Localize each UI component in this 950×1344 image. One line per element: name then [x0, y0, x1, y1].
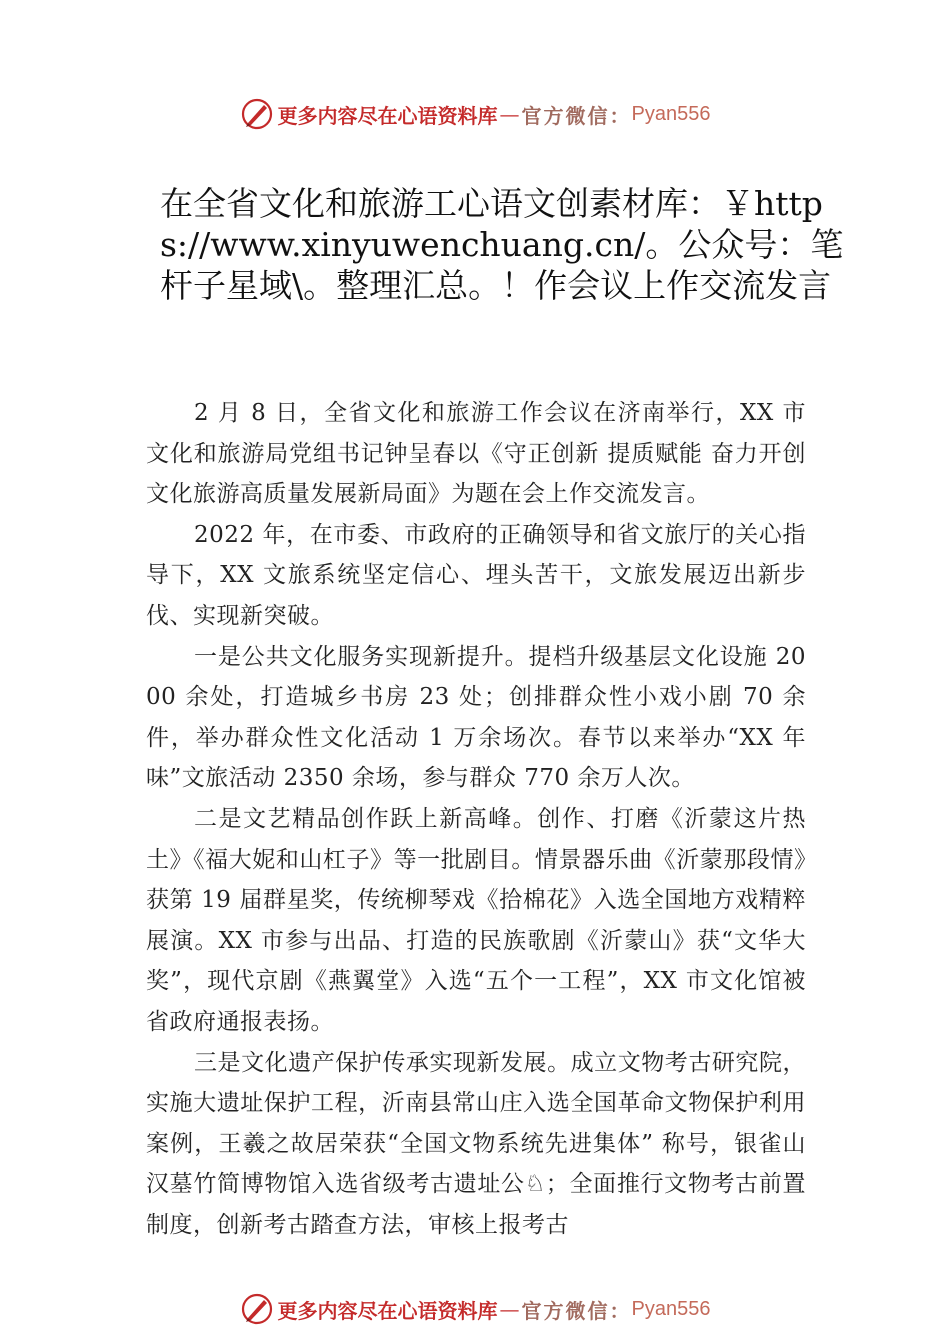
- banner-site-text: 更多内容尽在心语资料库: [277, 103, 498, 128]
- paragraph-1: 2 月 8 日，全省文化和旅游工作会议在济南举行，XX 市文化和旅游局党组书记钟呈春以《守正创新 提质赋能 奋力开创文化旅游高质量发展新局面》为题在会上作交流发言。: [146, 400, 806, 508]
- banner-dash: —: [499, 102, 520, 126]
- document-title: 在全省文化和旅游工心语文创素材库：￥https://www.xinyuwenchuang.cn/。公众号：笔杆子星域\。整理汇总。！作会议上作交流发言: [160, 184, 844, 305]
- banner-site-text: 更多内容尽在心语资料库: [277, 1298, 498, 1323]
- paragraph-4: 二是文艺精品创作跃上新高峰。创作、打磨《沂蒙这片热土》《福大妮和山杠子》等一批剧目。情景器乐曲《沂蒙那段情》获第 19 届群星奖，传统柳琴戏《拾棉花》入选全国地方戏精粹展演。XX 市参与出品、打造的民族歌剧《沂蒙山》获“文华大奖”，现代京剧《燕翼堂》入选“五个一工程”，XX 市文化馆被省政府通报表扬。: [146, 805, 806, 1035]
- banner-label: 官方微信：: [521, 103, 632, 128]
- banner-label: 官方微信：: [521, 1298, 632, 1323]
- pen-logo-icon: [240, 97, 274, 131]
- pen-logo-icon: [240, 1292, 274, 1326]
- banner-dash: —: [499, 1297, 520, 1321]
- footer-banner: [0, 1289, 950, 1329]
- document-body: [146, 393, 806, 1245]
- paragraph-2: 2022 年，在市委、市政府的正确领导和省文旅厅的关心指导下，XX 文旅系统坚定信心、埋头苦干，文旅发展迈出新步伐、实现新突破。: [146, 521, 806, 629]
- banner-wechat-id: Pyan556: [631, 1297, 711, 1320]
- paragraph-3: 一是公共文化服务实现新提升。提档升级基层文化设施 2000 余处，打造城乡书房 23 处；创排群众性小戏小剧 70 余件，举办群众性文化活动 1 万余场次。春节以来举办“XX 年味”文旅活动 2350 余场，参与群众 770 余万人次。: [146, 643, 806, 792]
- banner-wechat-id: Pyan556: [631, 102, 711, 125]
- header-banner: [0, 94, 950, 134]
- paragraph-5: 三是文化遗产保护传承实现新发展。成立文物考古研究院，实施大遗址保护工程，沂南县常山庄入选全国革命文物保护利用案例，王羲之故居荣获“全国文物系统先进集体” 称号，银雀山汉墓竹简博物馆入选省级考古遗址公♘；全面推行文物考古前置制度，创新考古踏查方法，审核上报考古: [146, 1049, 806, 1238]
